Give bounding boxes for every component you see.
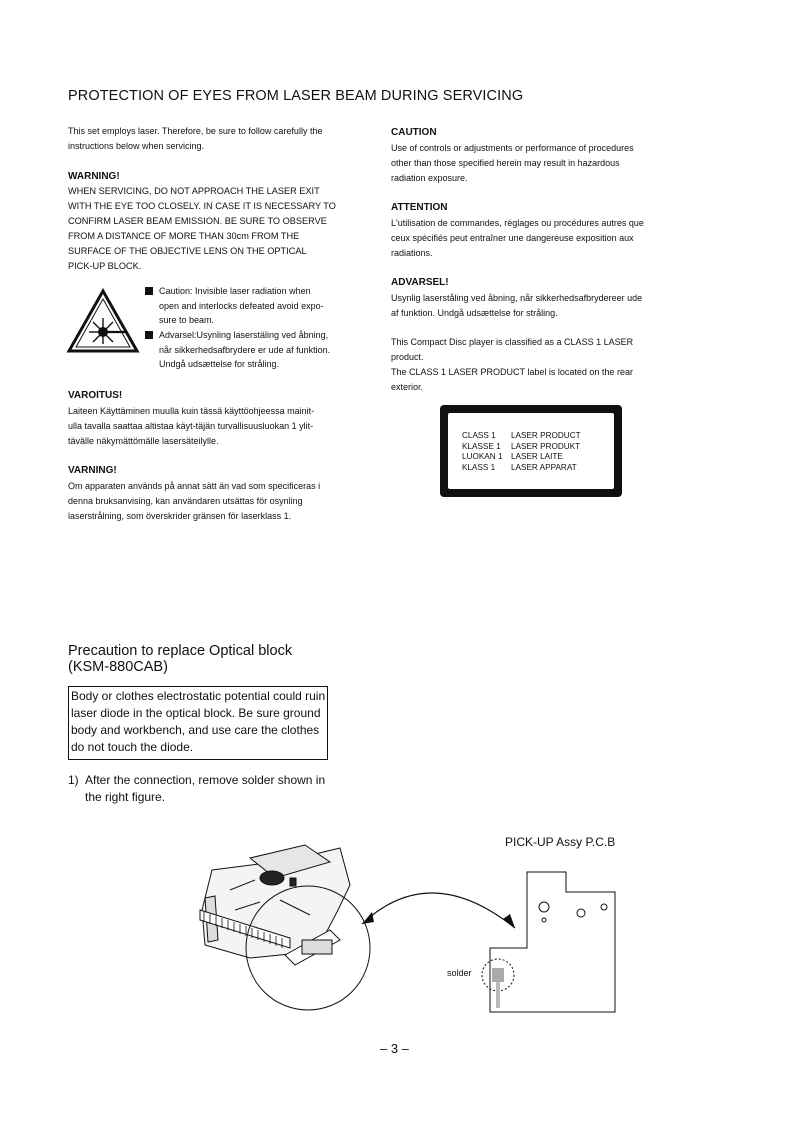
- laser-hazard-icon: [66, 288, 140, 354]
- connection-arrow: [362, 893, 515, 928]
- advarsel-heading: ADVARSEL!: [391, 277, 449, 288]
- pcb-title: PICK-UP Assy P.C.B: [505, 835, 616, 849]
- advarsel-text: Usynlig laserståling ved åbning, når sikkerhedsafbrydereer ude af funktion. Undgå udsættelse for stråling.: [391, 293, 643, 318]
- bullet-square: [145, 287, 153, 295]
- precaution-title: Precaution to replace Optical block (KSM-880CAB): [68, 643, 293, 675]
- caution-bullet-text: Caution: Invisible laser radiation when open and interlocks defeated avoid expo- sure to beam.: [159, 286, 324, 325]
- class1-label: [440, 405, 622, 497]
- varning-heading: VARNING!: [68, 465, 117, 476]
- caution-heading: CAUTION: [391, 127, 437, 138]
- class-info-text: This Compact Disc player is classified as a CLASS 1 LASER product. The CLASS 1 LASER PRODUCT label is located on the rear exterior.: [391, 337, 634, 392]
- attention-text: L'utilisation de commandes, réglages ou procédures autres que ceux spécifiés peut entraîner une dangereuse exposition aux radiations.: [391, 218, 644, 258]
- class1-label-text: CLASS 1 LASER PRODUCT KLASSE 1 LASER PRODUKT LUOKAN 1 LASER LAITE KLASS 1 LASER APPARAT: [462, 431, 581, 472]
- attention-heading: ATTENTION: [391, 202, 448, 213]
- pcb-outline: [490, 872, 615, 1012]
- solder-label: solder: [447, 968, 472, 978]
- page-number: – 3 –: [380, 1041, 409, 1056]
- pickup-figure: [190, 840, 630, 1020]
- electrostatic-warning-box: Body or clothes electrostatic potential could ruin laser diode in the optical block. Be sure ground body and workbench, and use care the clothes do not touch the diode.: [68, 686, 328, 760]
- advarsel-bullet-text: Advarsel:Usynling laserstäling ved åbning, når sikkerhedsafbrydere er ude af funktion. Undgå udsættelse for stråling.: [159, 330, 331, 369]
- warning-heading: WARNING!: [68, 171, 120, 182]
- page-title: PROTECTION OF EYES FROM LASER BEAM DURING SERVICING: [68, 88, 524, 104]
- varoitus-heading: VAROITUS!: [68, 390, 123, 401]
- warning-text: WHEN SERVICING, DO NOT APPROACH THE LASER EXIT WITH THE EYE TOO CLOSELY. IN CASE IT IS NECESSARY TO CONFIRM LASER BEAM EMISSION. BE SURE TO OBSERVE FROM A DISTANCE OF MORE THAN 30cm FROM THE SURFACE OF THE OBJECTIVE LENS ON THE OPTICAL PICK-UP BLOCK.: [68, 186, 336, 271]
- step-text: After the connection, remove solder shown in the right figure.: [85, 773, 326, 804]
- bullet-square: [145, 331, 153, 339]
- varoitus-text: Laiteen Käyttäminen muulla kuin tässä käyttöohjeessa mainit- ulla tavalla saattaa altistaa käyt-täjän turvallisuusluokan 1 ylit- tävälle näkymättömälle lasersäteilylle.: [68, 406, 315, 446]
- optical-block-drawing: [200, 845, 350, 965]
- intro-text: This set employs laser. Therefore, be sure to follow carefully the instructions below when servicing.: [68, 126, 323, 151]
- caution-text: Use of controls or adjustments or performance of procedures other than those specified herein may result in hazardous radiation exposure.: [391, 143, 634, 183]
- step-number: 1): [68, 773, 79, 787]
- varning-text: Om apparaten används på annat sätt än vad som specificeras i denna bruksanvising, kan användaren utsättas för osynling laserstrålning, som överskrider gränsen för laserklass 1.: [68, 481, 321, 521]
